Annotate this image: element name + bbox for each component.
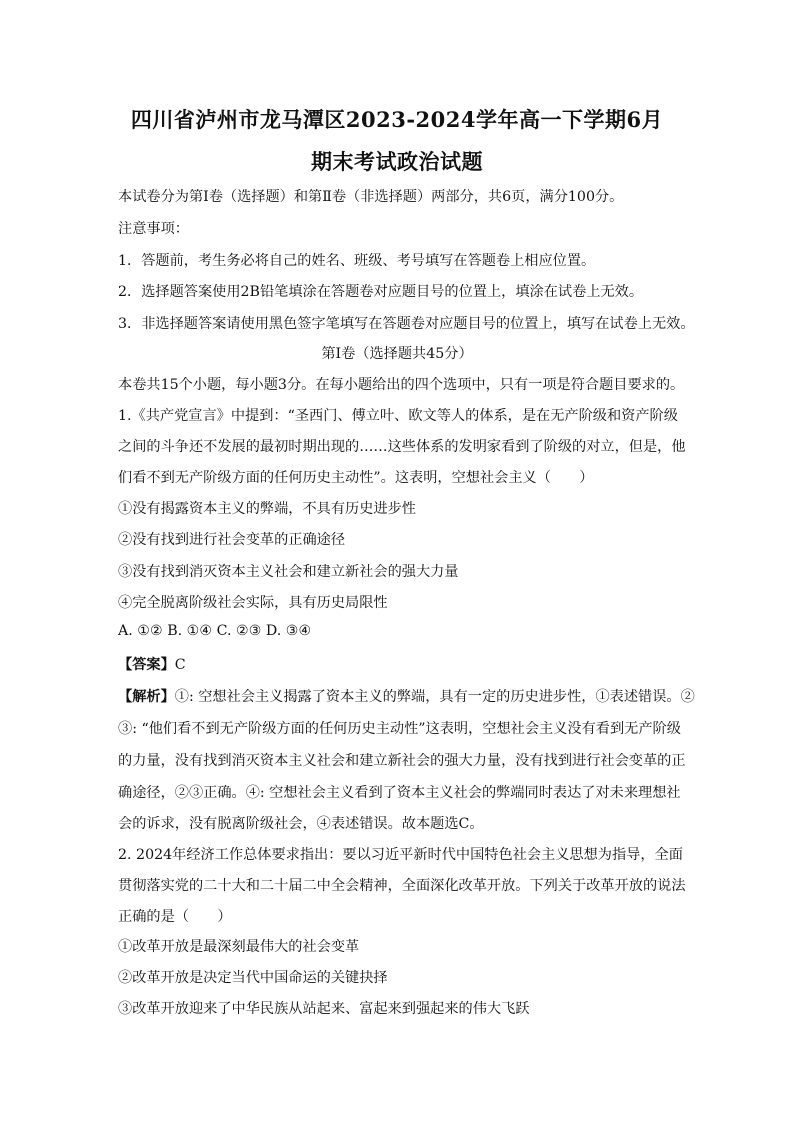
question-2-option: ②改革开放是决定当代中国命运的关键抉择 [118,970,388,986]
question-1-analysis: 的力量，没有找到消灭资本主义社会和建立新社会的强大力量，没有找到进行社会变革的正 [118,753,686,769]
question-1-analysis: 会的诉求，没有脱离阶级社会，④表述错误。故本题选C。 [118,816,484,832]
analysis-text: ①: 空想社会主义揭露了资本主义的弊端，具有一定的历史进步性，①表述错误。② [174,689,695,705]
title-line-1: 四川省泸州市龙马潭区2023-2024学年高一下学期6月 [130,107,664,132]
answer-label: 【答案】 [118,657,175,673]
question-1-analysis: 确途径，②③正确。④: 空想社会主义看到了资本主义社会的弊端同时表达了对未来理想社 [118,785,681,801]
question-1-analysis [118,686,698,706]
note-item: 3．非选择题答案请使用黑色签字笔填写在答题卷对应题目号的位置上，填写在试卷上无效。 [118,316,695,332]
question-2-stem: 2. 2024年经济工作总体要求指出：要以习近平新时代中国特色社会主义思想为指导，全面 [118,847,683,863]
note-item: 1．答题前，考生务必将自己的姓名、班级、考号填写在答题卷上相应位置。 [118,253,596,269]
question-1-stem: 之间的斗争还不发展的最初时期出现的……这些体系的发明家看到了阶级的对立，但是，他 [118,439,686,455]
notes-title: 注意事项： [118,221,189,237]
question-2-option: ③改革开放迎来了中华民族从站起来、富起来到强起来的伟大飞跃 [118,1001,530,1017]
answer-value: C [174,657,186,673]
question-1-stem: 们看不到无产阶级方面的任何历史主动性”。这表明，空想社会主义（ ） [118,470,594,486]
title-line-2: 期末考试政治试题 [311,149,483,174]
question-1-option: ②没有找到进行社会变革的正确途径 [118,532,346,548]
question-2-option: ①改革开放是最深刻最伟大的社会变革 [118,939,360,955]
question-2-stem: 正确的是（ ） [118,909,232,925]
note-item: 2．选择题答案使用2B铅笔填涂在答题卷对应题目号的位置上，填涂在试卷上无效。 [118,284,644,300]
question-1-option: ④完全脱离阶级社会实际，具有历史局限性 [118,595,388,611]
section-description: 本卷共15个小题，每小题3分。在每小题给出的四个选项中，只有一项是符合题目要求的。 [118,377,685,393]
intro-text: 本试卷分为第Ⅰ卷（选择题）和第Ⅱ卷（非选择题）两部分，共6页，满分100分。 [118,189,624,205]
question-1-choices: A. ①② B. ①④ C. ②③ D. ③④ [118,623,312,639]
section-title: 第Ⅰ卷（选择题共45分） [321,346,473,362]
analysis-label: 【解析】 [118,689,175,705]
question-1-option: ③没有找到消灭资本主义社会和建立新社会的强大力量 [118,564,459,580]
question-2-stem: 贯彻落实党的二十大和二十届二中全会精神，全面深化改革开放。下列关于改革开放的说法 [118,878,686,894]
question-1-stem: 1.《共产党宣言》中提到：“圣西门、傅立叶、欧文等人的体系，是在无产阶级和资产阶级 [118,408,678,424]
question-1-answer [118,654,698,674]
question-1-option: ①没有揭露资本主义的弊端，不具有历史进步性 [118,501,416,517]
question-1-analysis: ③: “他们看不到无产阶级方面的任何历史主动性”这表明，空想社会主义没有看到无产阶级 [118,721,681,737]
